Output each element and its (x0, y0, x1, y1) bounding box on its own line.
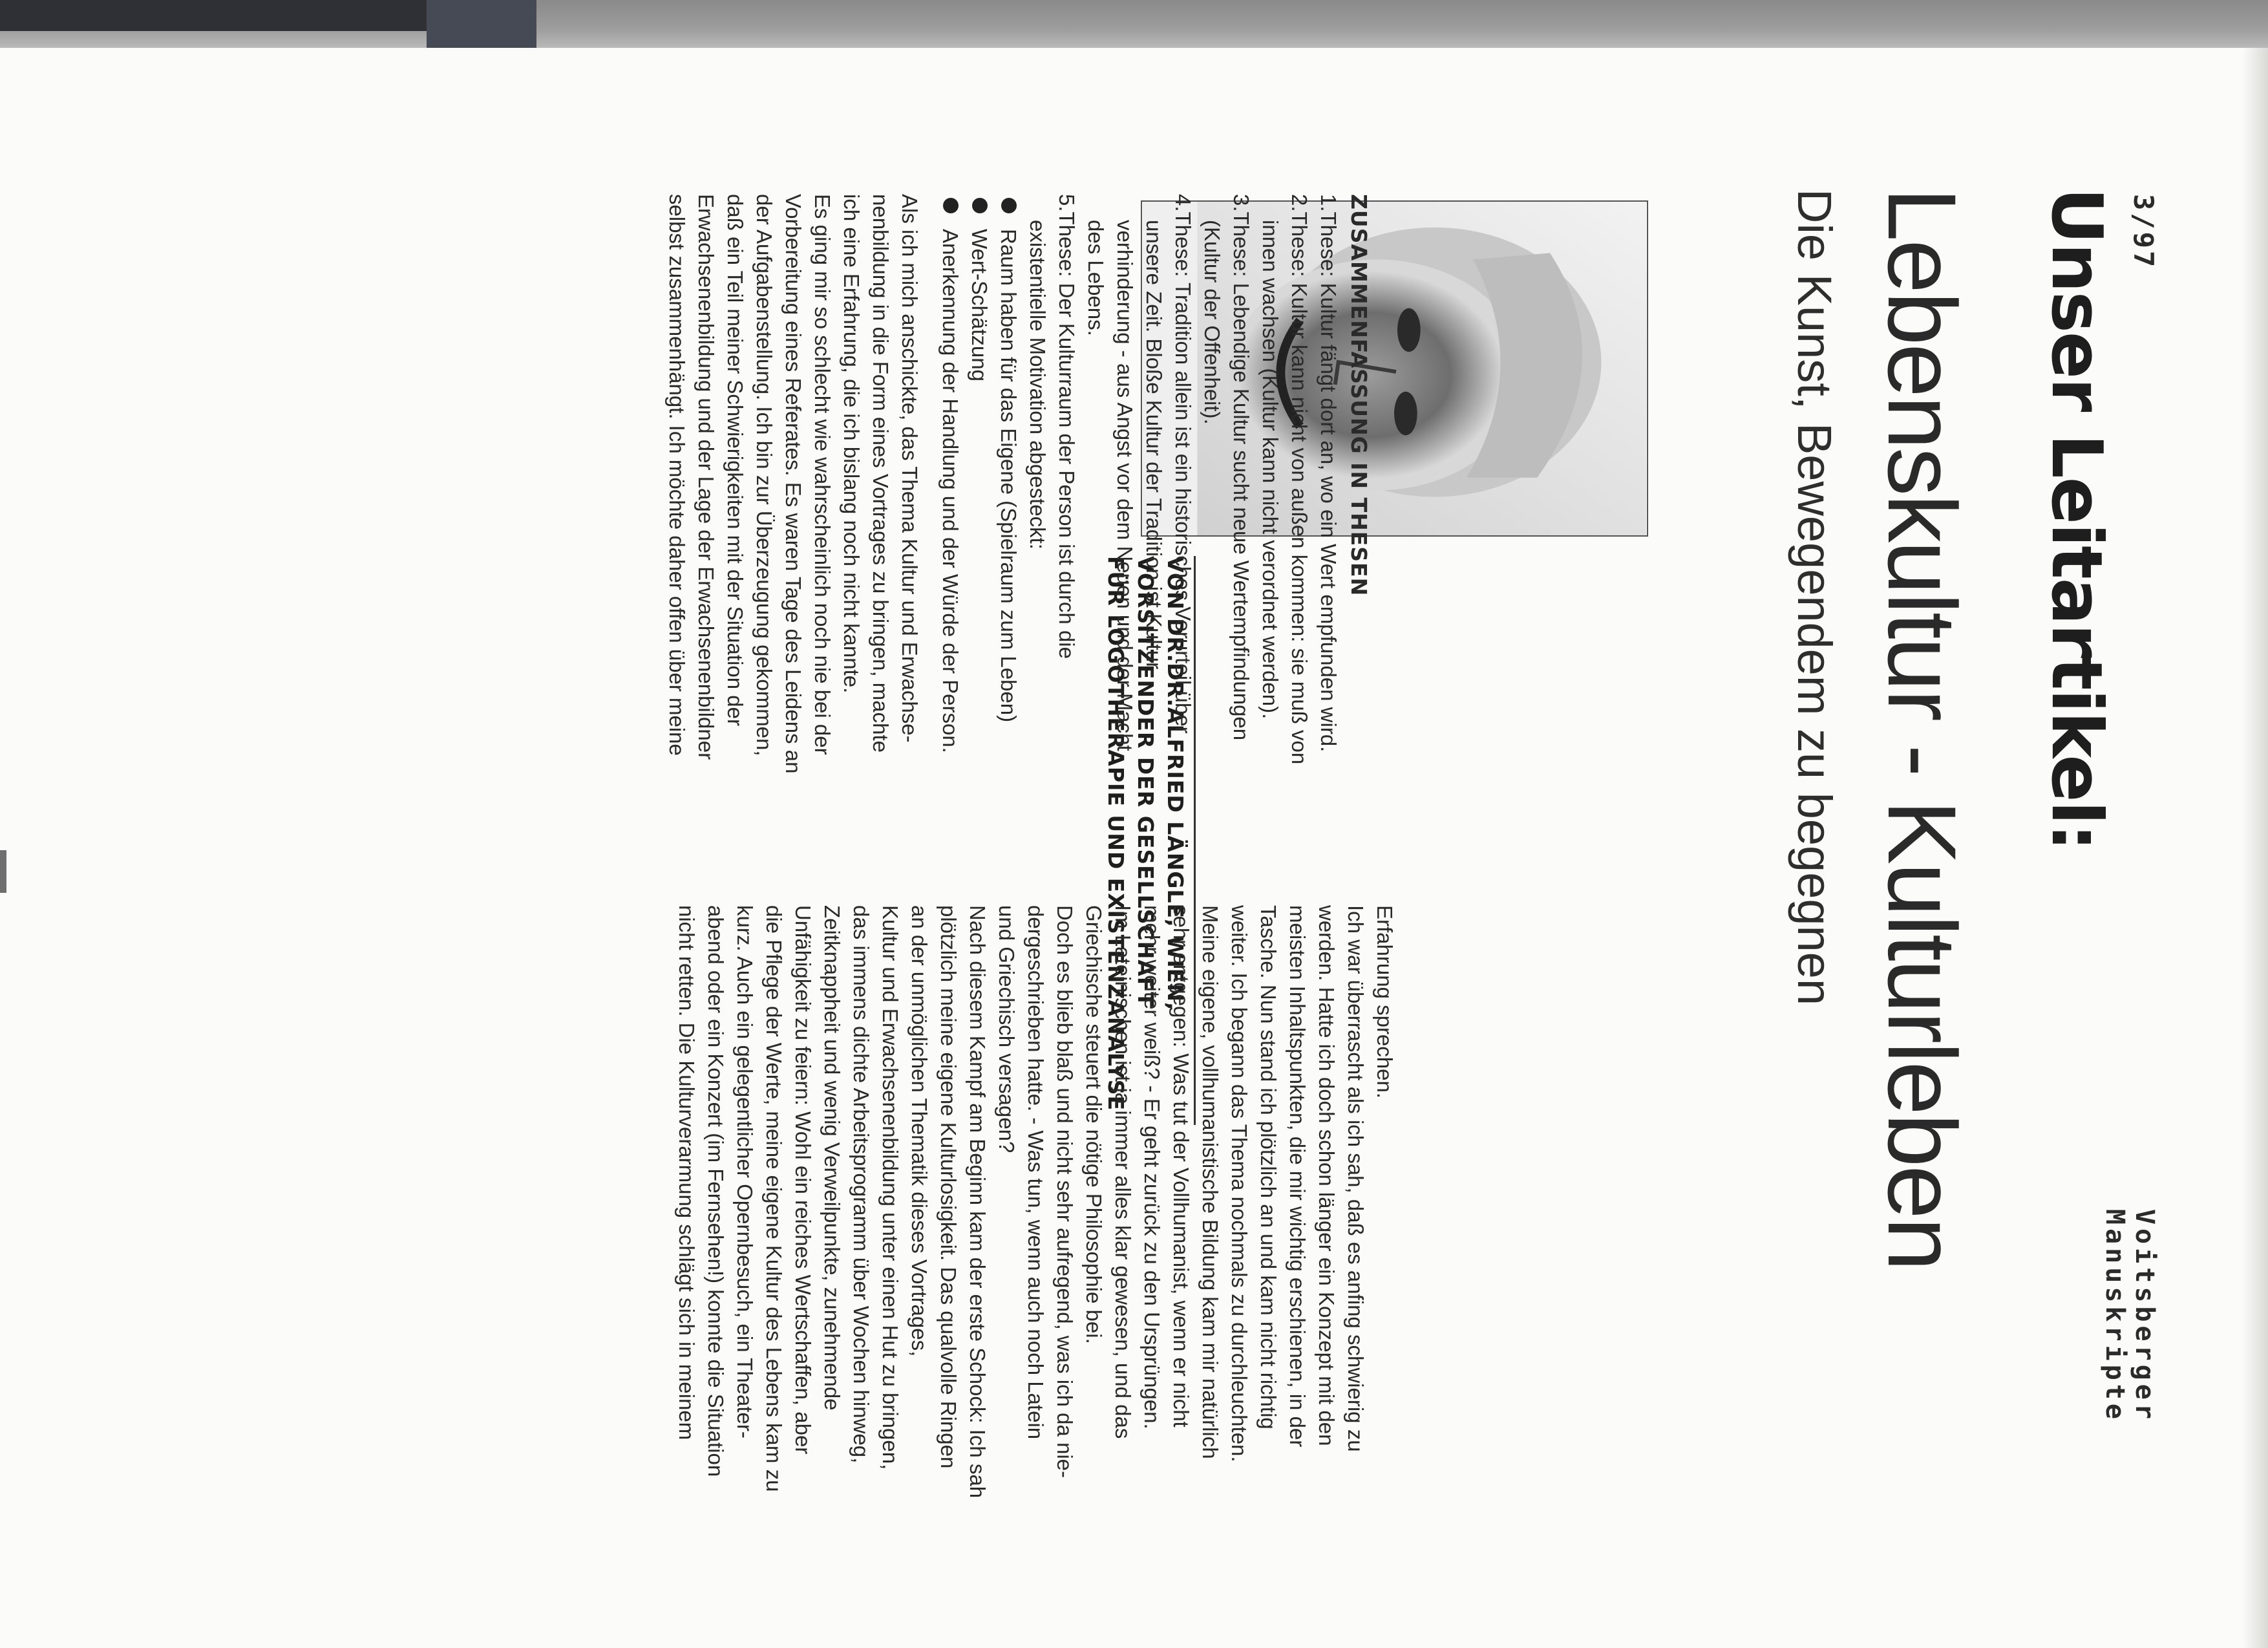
body-line: Es ging mir so schlecht wie wahrscheinlich noch nie bei der (811, 194, 834, 755)
bullet-item (994, 194, 1023, 847)
body-line: Tasche. Nun stand ich plötzlich an und kam nicht richtig (1256, 905, 1280, 1429)
page-fold-shadow (2243, 48, 2268, 1648)
body-line: Erwachsenenbildung und der Lage der Erwachsenenbildner (694, 194, 718, 760)
body-line: plötzlich meine eigene Kulturlosigkeit. Das qualvolle Ringen (937, 905, 960, 1469)
body-line: mehr weiter weiß? - Er geht zurück zu den Ursprüngen. (1140, 905, 1164, 1429)
thesis-item (1314, 194, 1343, 847)
author-line: FÜR LOGOTHERAPIE UND EXISTENZANALYSE (1103, 556, 1129, 1111)
body-line: Als ich mich anschickte, das Thema Kultur und Erwachse- (898, 194, 922, 743)
thesis-line: 4.These: Tradition allein ist ein historisches Vorurteil über (1171, 194, 1195, 734)
thesis-line: 2.These: Kultur kann nicht von außen kommen: sie muß von (1288, 194, 1311, 765)
page-folio (0, 850, 6, 893)
right-column (672, 905, 1399, 1558)
body-line: Im Lateinischen ist ja immer alles klar gewesen, und das (1111, 905, 1135, 1439)
bullet-icon (1001, 198, 1017, 213)
thesis-item (1023, 194, 1081, 847)
body-line: Zeitknappheit und wenig Verweilpunkte, zunehmende (820, 905, 844, 1411)
thesis-line: unsere Zeit. Bloße Kultur der Tradition ist Kultur- (1142, 220, 1166, 677)
thesis-item (1198, 194, 1256, 847)
body-line: ich eine Erfahrung, die ich bislang noch nicht kannte. (840, 194, 864, 694)
thesis-line: des Lebens. (1084, 220, 1108, 336)
body-line: Ich war überrascht als ich sah, daß es anfing schwierig zu (1344, 905, 1368, 1452)
thesis-line: innen wachsen (Kultur kann nicht verordnet werden). (1258, 220, 1282, 720)
thesis-line: (Kultur der Offenheit). (1200, 220, 1224, 425)
body-line: Nach diesem Kampf am Beginn kam der erste Schock: Ich sah (966, 905, 990, 1499)
thesis-line: 1.These: Kultur fängt dort an, wo ein Wert empfunden wird. (1317, 194, 1341, 753)
thesis-item (1081, 194, 1198, 847)
body-line: kurz. Auch ein gelegentlicher Opernbesuch, ein Theater- (733, 905, 757, 1439)
body-line: Kultur und Erwachsenenbildung unter einen Hut zu bringen, (878, 905, 902, 1470)
thesis-line: verhinderung - aus Angst vor dem Neuen und der Macht (1113, 220, 1137, 751)
body-line: dergeschrieben hatte. - Was tun, wenn auch noch Latein (1024, 905, 1048, 1440)
body-line: daß ein Teil meiner Schwierigkeiten mit der Situation der (723, 194, 747, 726)
body-line: Vorbereitung eines Referates. Es waren Tage des Leidens an (781, 194, 805, 774)
body-line: Erfahrung sprechen. (1373, 905, 1397, 1099)
bullet-item (936, 194, 965, 847)
thesis-item (1256, 194, 1314, 847)
bullet-icon (972, 198, 988, 213)
thesis-line: 5.These: Der Kulturraum der Person ist durch die (1055, 194, 1079, 659)
body-line: abend oder ein Konzert (im Fernsehen!) konnte die Situation (704, 905, 728, 1477)
body-line: Unfähigkeit zu feiern: Wohl ein reiches Wertschaffen, aber (791, 905, 815, 1455)
body-line: nenbildung in die Form eines Vortrages zu bringen, machte (869, 194, 893, 753)
article-subtitle: Die Kunst, Bewegendem zu begegnen (1788, 189, 1841, 1005)
body-line: meisten Inhaltspunkten, die mir wichtig erschienen, in der (1286, 905, 1309, 1448)
summary-heading: ZUSAMMENFASSUNG IN THESEN (1346, 194, 1372, 597)
body-line: das immens dichte Arbeitsprogramm über Wochen hinweg, (849, 905, 873, 1464)
body-line: der Aufgabenstellung. Ich bin zur Überzeugung gekommen, (752, 194, 776, 756)
body-paragraph-left (662, 194, 924, 847)
kicker-heading: Unser Leitartikel: (2036, 187, 2117, 850)
author-line: VORSITZENDER DER GESELLSCHAFT (1133, 556, 1158, 1007)
body-line: selbst zusammenhängt. Ich möchte daher offen über meine (665, 194, 689, 756)
thesis-line: existentielle Motivation abgesteckt: (1026, 220, 1050, 550)
body-line: an der unmöglichen Thematik dieses Vortrages, (907, 905, 931, 1357)
body-line: werden. Hatte ich doch schon länger ein Konzept mit den (1315, 905, 1339, 1446)
body-line: Doch es blieb blaß und nicht sehr aufregend, was ich da nie- (1053, 905, 1077, 1479)
body-line: Griechische steuert die nötige Philosophie bei. (1082, 905, 1106, 1344)
author-line: VON DR.DR.ALFRIED LÄNGLE, WIEN, (1163, 556, 1188, 1011)
bullet-icon (943, 198, 959, 213)
running-head: Voitsberger Manuskripte (2100, 1209, 2159, 1423)
article-title: Lebenskultur - Kulturleben (1868, 187, 1977, 1270)
bullet-item (965, 194, 994, 847)
body-line: sehr entgegen: Was tut der Vollhumanist, wenn er nicht (1169, 905, 1193, 1428)
bullet-text: Wert-Schätzung (968, 229, 991, 381)
body-line: die Pflege der Werte, meine eigene Kultur des Lebens kam zu (762, 905, 786, 1492)
issue-number: 3/97 (2128, 194, 2159, 270)
body-line: Meine eigene, vollhumanistische Bildung kam mir natürlich (1198, 905, 1222, 1459)
bullet-text: Anerkennung der Handlung und der Würde der Person. (938, 229, 962, 753)
body-line: und Griechisch versagen? (995, 905, 1019, 1153)
thesis-line: 3.These: Lebendige Kultur sucht neue Wertempfindungen (1229, 194, 1253, 741)
bullet-text: Raum haben für das Eigene (Spielraum zum Leben) (997, 229, 1021, 723)
body-line: weiter. Ich begann das Thema nochmals zu durchleuchten. (1227, 905, 1251, 1462)
left-column (662, 194, 1373, 847)
body-line: nicht retten. Die Kulturverarmung schlägt sich in meinem (675, 905, 699, 1440)
